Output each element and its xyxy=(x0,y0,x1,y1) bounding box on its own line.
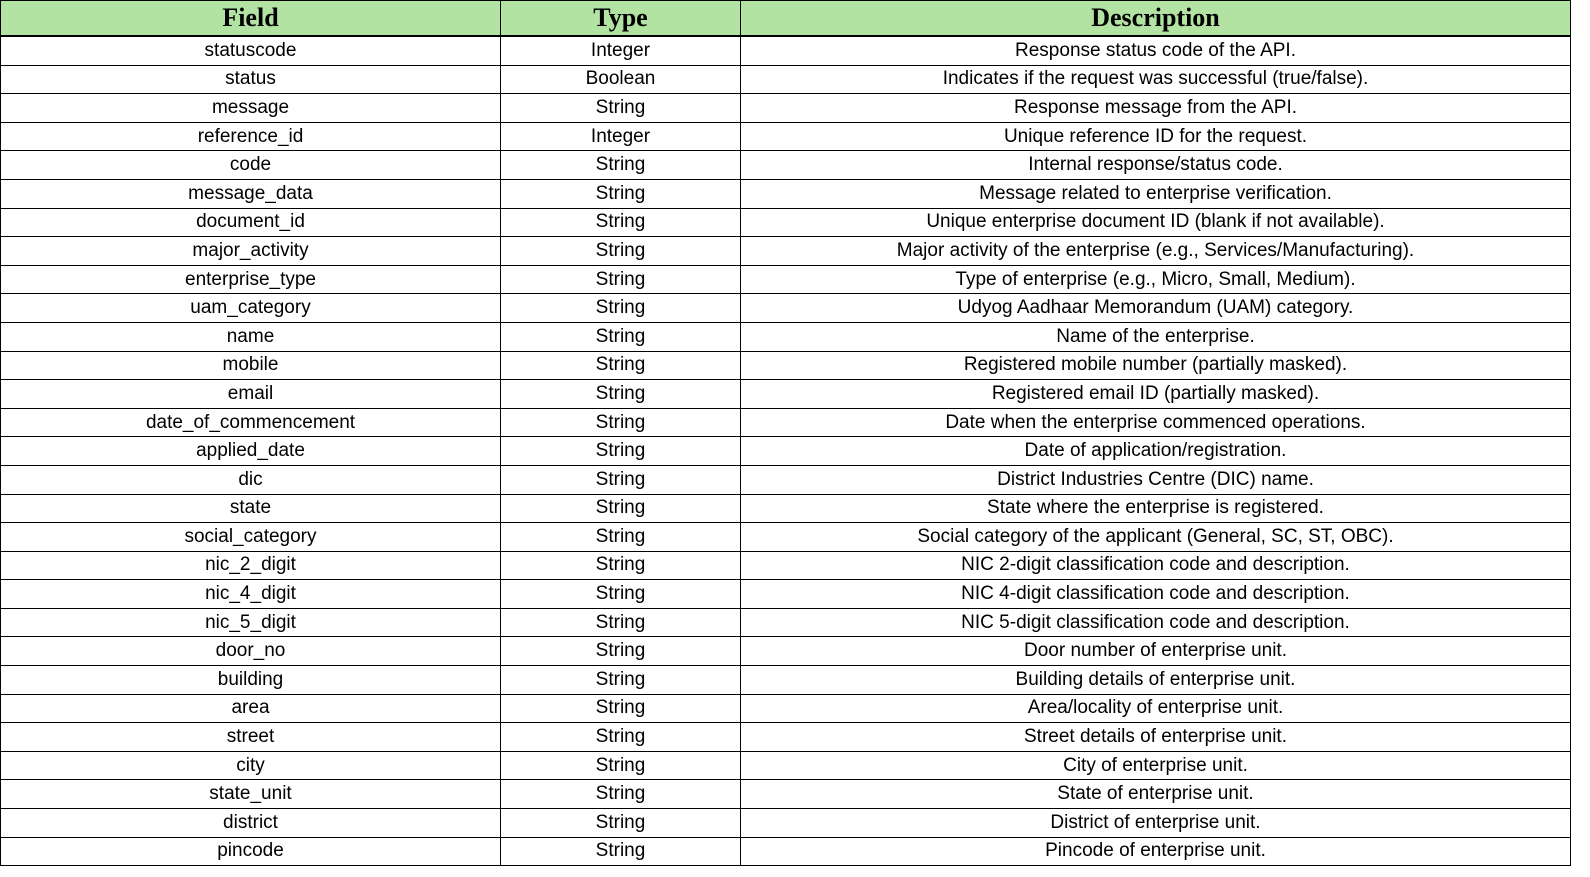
description-cell: Response message from the API. xyxy=(741,94,1571,123)
field-cell: code xyxy=(1,151,501,180)
field-cell: message_data xyxy=(1,179,501,208)
table-body xyxy=(1,36,1571,866)
field-cell: major_activity xyxy=(1,237,501,266)
type-cell: String xyxy=(501,666,741,695)
type-cell: String xyxy=(501,237,741,266)
table-row xyxy=(1,265,1571,294)
field-cell: status xyxy=(1,65,501,94)
field-cell: statuscode xyxy=(1,36,501,65)
description-cell: Date when the enterprise commenced operations. xyxy=(741,408,1571,437)
field-cell: message xyxy=(1,94,501,123)
type-cell: String xyxy=(501,465,741,494)
table-row xyxy=(1,351,1571,380)
description-cell: Udyog Aadhaar Memorandum (UAM) category. xyxy=(741,294,1571,323)
table-row xyxy=(1,780,1571,809)
table-row xyxy=(1,179,1571,208)
field-cell: street xyxy=(1,723,501,752)
table-header xyxy=(1,1,1571,37)
description-cell: City of enterprise unit. xyxy=(741,751,1571,780)
table-row xyxy=(1,294,1571,323)
field-cell: nic_2_digit xyxy=(1,551,501,580)
description-cell: District of enterprise unit. xyxy=(741,809,1571,838)
type-cell: String xyxy=(501,380,741,409)
field-cell: door_no xyxy=(1,637,501,666)
description-cell: Indicates if the request was successful (true/false). xyxy=(741,65,1571,94)
type-cell: String xyxy=(501,780,741,809)
type-cell: Boolean xyxy=(501,65,741,94)
field-cell: uam_category xyxy=(1,294,501,323)
field-cell: social_category xyxy=(1,523,501,552)
description-cell: Name of the enterprise. xyxy=(741,322,1571,351)
table-row xyxy=(1,551,1571,580)
type-cell: String xyxy=(501,837,741,866)
table-row xyxy=(1,208,1571,237)
type-cell: String xyxy=(501,208,741,237)
type-cell: String xyxy=(501,494,741,523)
description-cell: Street details of enterprise unit. xyxy=(741,723,1571,752)
table-row xyxy=(1,322,1571,351)
header-row xyxy=(1,1,1571,37)
description-cell: District Industries Centre (DIC) name. xyxy=(741,465,1571,494)
table-row xyxy=(1,465,1571,494)
description-cell: NIC 2-digit classification code and description. xyxy=(741,551,1571,580)
table-row xyxy=(1,637,1571,666)
description-cell: State of enterprise unit. xyxy=(741,780,1571,809)
type-cell: String xyxy=(501,580,741,609)
table-row xyxy=(1,608,1571,637)
type-cell: String xyxy=(501,751,741,780)
field-cell: area xyxy=(1,694,501,723)
description-cell: NIC 5-digit classification code and description. xyxy=(741,608,1571,637)
field-cell: building xyxy=(1,666,501,695)
field-cell: mobile xyxy=(1,351,501,380)
table-row xyxy=(1,580,1571,609)
description-cell: Door number of enterprise unit. xyxy=(741,637,1571,666)
table-row xyxy=(1,523,1571,552)
type-cell: String xyxy=(501,637,741,666)
description-cell: State where the enterprise is registered. xyxy=(741,494,1571,523)
field-cell: name xyxy=(1,322,501,351)
table-row xyxy=(1,380,1571,409)
table-row xyxy=(1,723,1571,752)
description-cell: Message related to enterprise verification. xyxy=(741,179,1571,208)
table-row xyxy=(1,837,1571,866)
table-row xyxy=(1,494,1571,523)
description-cell: Registered mobile number (partially masked). xyxy=(741,351,1571,380)
field-cell: document_id xyxy=(1,208,501,237)
type-cell: String xyxy=(501,408,741,437)
table-row xyxy=(1,36,1571,65)
table-row xyxy=(1,437,1571,466)
field-cell: pincode xyxy=(1,837,501,866)
description-cell: Major activity of the enterprise (e.g., Services/Manufacturing). xyxy=(741,237,1571,266)
table-row xyxy=(1,237,1571,266)
type-cell: String xyxy=(501,608,741,637)
description-cell: Pincode of enterprise unit. xyxy=(741,837,1571,866)
description-cell: Type of enterprise (e.g., Micro, Small, Medium). xyxy=(741,265,1571,294)
description-cell: Unique reference ID for the request. xyxy=(741,122,1571,151)
type-cell: Integer xyxy=(501,122,741,151)
column-header-field: Field xyxy=(1,1,501,37)
table-row xyxy=(1,65,1571,94)
type-cell: Integer xyxy=(501,36,741,65)
type-cell: String xyxy=(501,723,741,752)
field-cell: applied_date xyxy=(1,437,501,466)
description-cell: Internal response/status code. xyxy=(741,151,1571,180)
type-cell: String xyxy=(501,151,741,180)
type-cell: String xyxy=(501,551,741,580)
field-cell: email xyxy=(1,380,501,409)
field-cell: nic_5_digit xyxy=(1,608,501,637)
field-cell: enterprise_type xyxy=(1,265,501,294)
description-cell: Date of application/registration. xyxy=(741,437,1571,466)
field-cell: reference_id xyxy=(1,122,501,151)
table-row xyxy=(1,151,1571,180)
description-cell: NIC 4-digit classification code and description. xyxy=(741,580,1571,609)
field-cell: district xyxy=(1,809,501,838)
type-cell: String xyxy=(501,437,741,466)
type-cell: String xyxy=(501,94,741,123)
field-cell: city xyxy=(1,751,501,780)
type-cell: String xyxy=(501,809,741,838)
description-cell: Area/locality of enterprise unit. xyxy=(741,694,1571,723)
field-cell: state xyxy=(1,494,501,523)
description-cell: Social category of the applicant (General, SC, ST, OBC). xyxy=(741,523,1571,552)
type-cell: String xyxy=(501,351,741,380)
type-cell: String xyxy=(501,179,741,208)
field-cell: date_of_commencement xyxy=(1,408,501,437)
table-row xyxy=(1,408,1571,437)
type-cell: String xyxy=(501,523,741,552)
description-cell: Response status code of the API. xyxy=(741,36,1571,65)
table-row xyxy=(1,94,1571,123)
field-cell: dic xyxy=(1,465,501,494)
field-cell: state_unit xyxy=(1,780,501,809)
table-row xyxy=(1,122,1571,151)
type-cell: String xyxy=(501,694,741,723)
column-header-description: Description xyxy=(741,1,1571,37)
table-row xyxy=(1,809,1571,838)
table-row xyxy=(1,751,1571,780)
table-row xyxy=(1,666,1571,695)
type-cell: String xyxy=(501,322,741,351)
description-cell: Building details of enterprise unit. xyxy=(741,666,1571,695)
table-row xyxy=(1,694,1571,723)
field-cell: nic_4_digit xyxy=(1,580,501,609)
type-cell: String xyxy=(501,265,741,294)
description-cell: Registered email ID (partially masked). xyxy=(741,380,1571,409)
description-cell: Unique enterprise document ID (blank if not available). xyxy=(741,208,1571,237)
column-header-type: Type xyxy=(501,1,741,37)
type-cell: String xyxy=(501,294,741,323)
